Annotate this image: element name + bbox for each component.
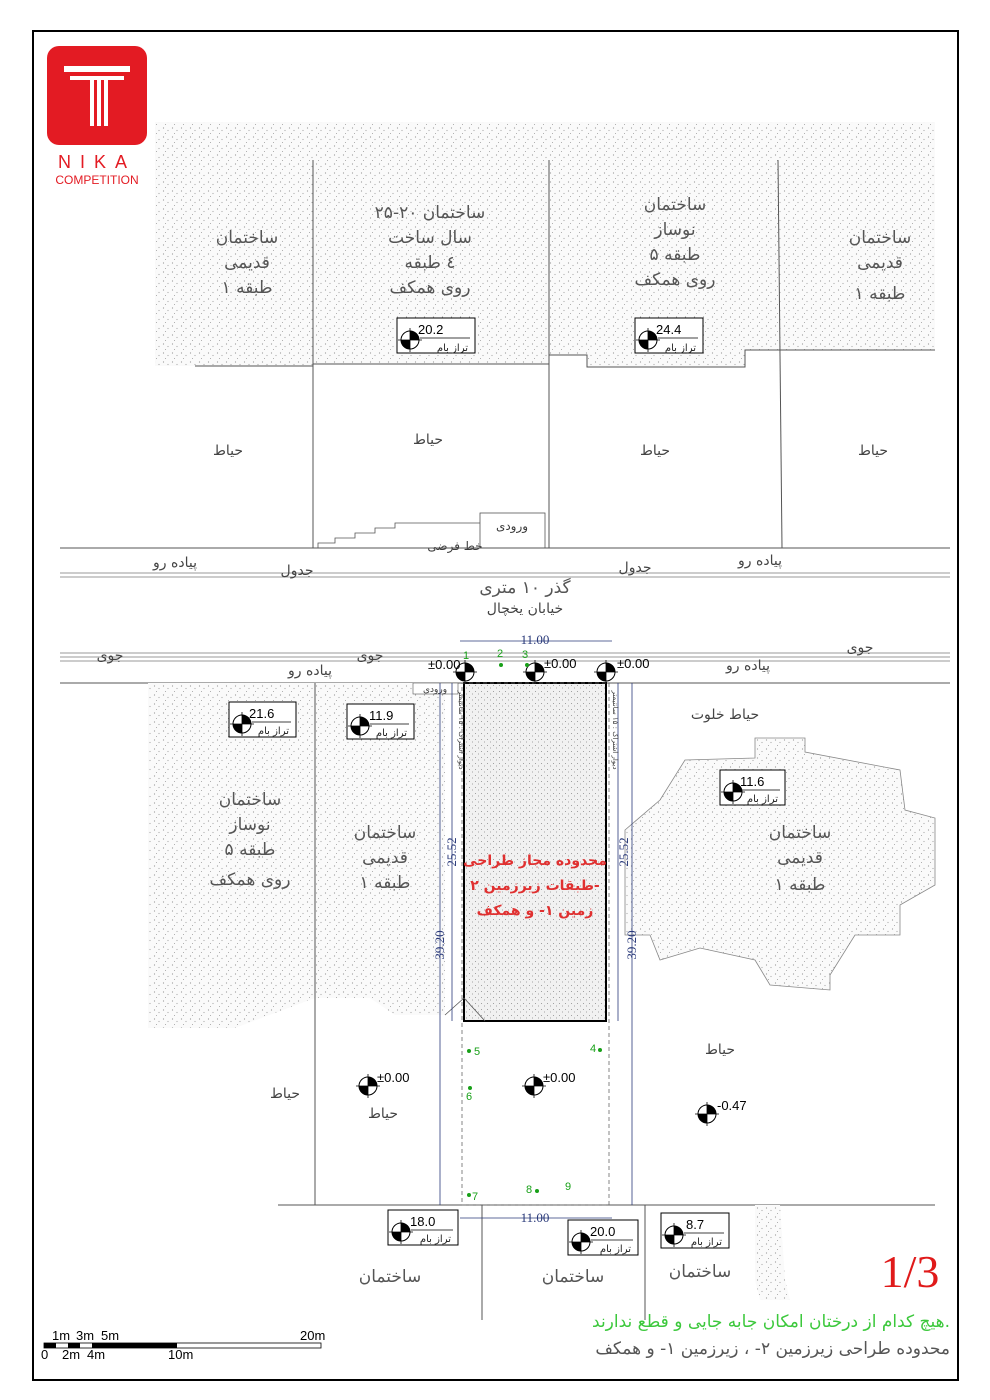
roof_levels-bottom_right: 8.7 bbox=[686, 1217, 705, 1232]
curb-label: جدول bbox=[618, 560, 652, 576]
yard-label: حیاط bbox=[857, 443, 889, 459]
sidewalk-label: پیاده رو bbox=[738, 553, 782, 569]
gutter-label: جوی bbox=[96, 648, 124, 664]
roof-level-box bbox=[229, 702, 296, 737]
note-area: محدوده طراحی زیرزمین ۲- ، زیرزمین ۱- و همکف bbox=[595, 1339, 950, 1359]
tree-number: 4 bbox=[590, 1043, 597, 1055]
scale_bar-upper-2: 5m bbox=[101, 1328, 120, 1343]
top-b1-l2: قدیمی bbox=[224, 253, 270, 273]
top-b1-l1: ساختمان bbox=[215, 228, 279, 248]
top-b3-l1: ساختمان bbox=[643, 195, 707, 215]
dim-total-right: 39.20 bbox=[624, 930, 639, 960]
roof_tag: تراز بام bbox=[257, 726, 289, 737]
level-zero: ±0.00 bbox=[428, 657, 461, 672]
street-name: گذر ۱۰ متری bbox=[479, 578, 571, 598]
scale_bar-lower-3: 10m bbox=[168, 1347, 194, 1362]
tree-number: 6 bbox=[466, 1091, 473, 1103]
left-b2-l3: ۱ طبقه bbox=[359, 873, 411, 893]
roof-level-value: 24.4 bbox=[656, 322, 682, 337]
top-b3-l3: ۵ طبقه bbox=[649, 245, 701, 265]
level-zero: ±0.00 bbox=[617, 656, 650, 671]
level-zero: ±0.00 bbox=[544, 656, 577, 671]
top-b4-l1: ساختمان bbox=[848, 228, 912, 248]
top-b3-l4: روی همکف bbox=[634, 270, 716, 290]
top-b1-l3: ۱ طبقه bbox=[221, 278, 273, 298]
yard-label: حیاط bbox=[269, 1086, 301, 1102]
tree-number: 2 bbox=[497, 648, 504, 660]
roof-level-box bbox=[635, 318, 703, 354]
right-b-l3: ۱ طبقه bbox=[774, 875, 826, 895]
top-b2-l4: روی همکف bbox=[389, 278, 471, 298]
gutter-label: جوی bbox=[846, 640, 874, 656]
scale_bar-upper-0: 1m bbox=[52, 1328, 71, 1343]
sidewalk-label: پیاده رو bbox=[726, 658, 770, 674]
level-zero: ±0.00 bbox=[543, 1070, 576, 1085]
roof-level-box bbox=[397, 318, 475, 354]
left-b1-l3: ۵ طبقه bbox=[224, 840, 276, 860]
site-label-l1: محدوده مجاز طراحی bbox=[463, 853, 607, 869]
top-b3-l2: نوساز bbox=[654, 220, 696, 240]
dim-width-bottom: 11.00 bbox=[520, 1210, 550, 1225]
roof-level-box bbox=[347, 704, 414, 739]
private-yard-label: حیاط خلوت bbox=[690, 707, 760, 723]
top-b2-l1: ساختمان ۲۰-۲۵ bbox=[374, 203, 486, 223]
top-b4-l3: ۱ طبقه bbox=[854, 284, 906, 304]
scale_bar-upper-3: 20m bbox=[300, 1328, 326, 1343]
yard-label: حیاط bbox=[412, 432, 444, 448]
roof_levels-left_new: 21.6 bbox=[249, 706, 275, 721]
top-b4-l2: قدیمی bbox=[857, 253, 903, 273]
yard-label: حیاط bbox=[639, 443, 671, 459]
tree-number: 3 bbox=[522, 649, 529, 661]
roof-level-box bbox=[568, 1220, 638, 1255]
tree-number: 5 bbox=[474, 1046, 481, 1058]
yard-label: حیاط bbox=[704, 1042, 736, 1058]
dim-total-left: 39.20 bbox=[432, 930, 447, 960]
roof_tag: تراز بام bbox=[746, 794, 778, 805]
entrance-label: ورودی bbox=[495, 519, 529, 533]
left-b1-l2: نوساز bbox=[229, 815, 271, 835]
roof-level-box bbox=[661, 1213, 729, 1248]
sheet-number: 1/3 bbox=[880, 1246, 940, 1297]
scale_bar-lower-1: 2m bbox=[62, 1347, 81, 1362]
gutter-label: جوی bbox=[356, 648, 384, 664]
roof-level-box bbox=[720, 770, 785, 805]
scale_bar-lower-0: 0 bbox=[41, 1347, 49, 1362]
bottom-building: ساختمان bbox=[358, 1267, 422, 1287]
site-label-l3: زمین ۱- و همکف bbox=[476, 903, 594, 919]
tree-number: 9 bbox=[565, 1181, 572, 1193]
left-b2-l1: ساختمان bbox=[353, 823, 417, 843]
site-label-l2: طبقات زیرزمین ۲- bbox=[470, 878, 600, 894]
street-sub: خیابان یخچال bbox=[486, 601, 564, 617]
note-trees: هیچ کدام از درختان امکان جابه جایی و قطع ندارند. bbox=[592, 1312, 950, 1332]
roof_levels-bottom_left: 18.0 bbox=[410, 1214, 436, 1229]
nika-logo bbox=[47, 46, 147, 187]
sidewalk-label: پیاده رو bbox=[153, 555, 197, 571]
dim-depth-left: 25.52 bbox=[444, 837, 459, 867]
roof-level-box bbox=[388, 1210, 458, 1245]
side-wall-note: دیوار اشتراک : ۱۵ سانتیمتر bbox=[611, 690, 619, 770]
scale_bar-lower-2: 4m bbox=[87, 1347, 106, 1362]
roof-level-value: 20.2 bbox=[418, 322, 444, 337]
roof_tag: تراز بام bbox=[599, 1244, 631, 1255]
right-b-l2: قدیمی bbox=[777, 848, 823, 868]
tree-number: 8 bbox=[526, 1184, 533, 1196]
dim-depth-right: 25.52 bbox=[616, 837, 631, 867]
level-zero: ±0.00 bbox=[377, 1070, 410, 1085]
dim-width-top: 11.00 bbox=[520, 632, 550, 647]
setback-label: خط فرضی bbox=[427, 539, 483, 553]
yard-label: حیاط bbox=[367, 1106, 399, 1122]
level-minus: -0.47 bbox=[717, 1098, 747, 1113]
right-b-l1: ساختمان bbox=[768, 823, 832, 843]
left-b1-l4: روی همکف bbox=[209, 870, 291, 890]
side-wall-note: دیوار اشتراک : ۱۵ سانتیمتر bbox=[457, 690, 465, 770]
roof_tag: تراز بام bbox=[375, 728, 407, 739]
roof_tag: تراز بام bbox=[419, 1234, 451, 1245]
bottom-building: ساختمان bbox=[668, 1262, 732, 1282]
entrance-tag: ورودی bbox=[422, 685, 448, 695]
top-b2-l2: سال ساخت bbox=[388, 228, 472, 248]
tree-number: 7 bbox=[472, 1191, 479, 1203]
roof-tag: تراز بام bbox=[664, 343, 696, 354]
logo-subtitle: COMPETITION bbox=[55, 173, 139, 187]
top-buildings bbox=[155, 122, 935, 548]
scale_bar-upper-1: 3m bbox=[76, 1328, 95, 1343]
roof_tag: تراز بام bbox=[690, 1237, 722, 1248]
roof_levels-right_old: 11.6 bbox=[740, 774, 765, 789]
scale-bar bbox=[41, 1328, 325, 1362]
bottom-building: ساختمان bbox=[541, 1267, 605, 1287]
logo-brand: NIKA bbox=[57, 152, 137, 172]
top-b2-l3: ٤ طبقه bbox=[404, 253, 456, 273]
left-b1-l1: ساختمان bbox=[218, 790, 282, 810]
roof_levels-bottom_mid: 20.0 bbox=[590, 1224, 616, 1239]
yard-label: حیاط bbox=[212, 443, 244, 459]
left-b2-l2: قدیمی bbox=[362, 848, 408, 868]
roof_levels-left_old: 11.9 bbox=[369, 708, 394, 723]
tree-number: 1 bbox=[463, 650, 470, 662]
sidewalk-label: پیاده رو bbox=[288, 663, 332, 679]
roof-tag: تراز بام bbox=[436, 343, 468, 354]
curb-label: جدول bbox=[280, 563, 314, 579]
